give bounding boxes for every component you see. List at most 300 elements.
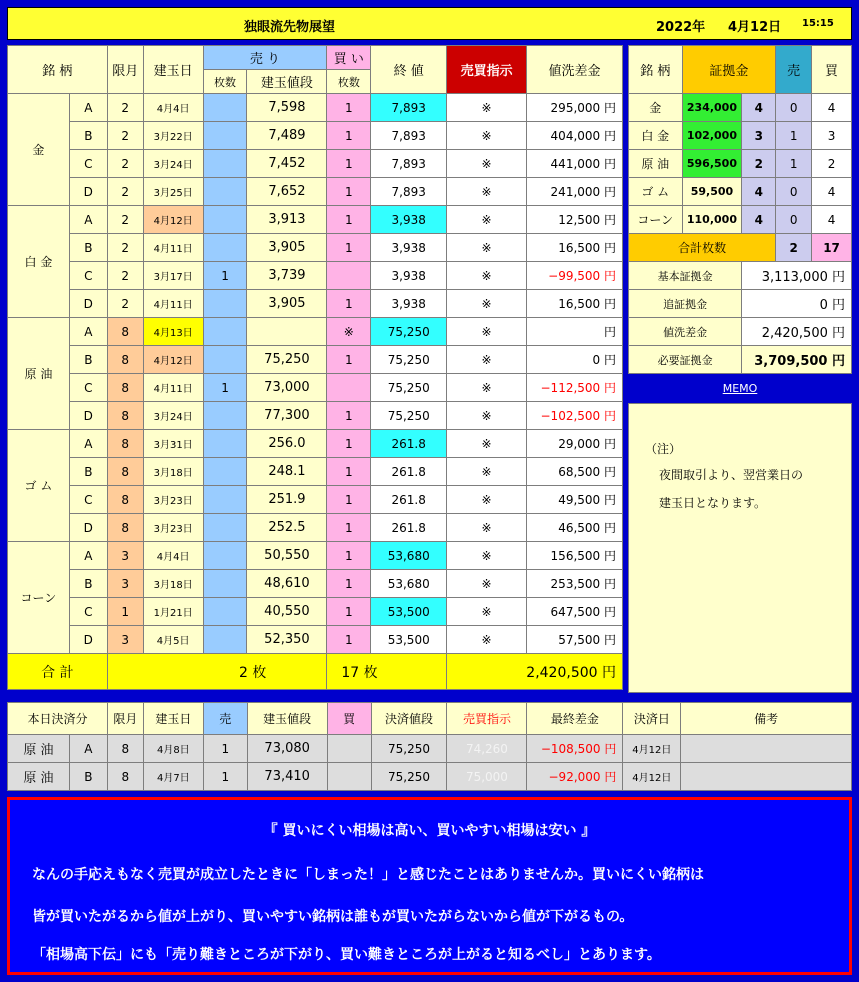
side-buy-count: 4 [812, 206, 852, 234]
settle-signal-price: 75,000 [447, 763, 527, 791]
side-sell-count: 1 [776, 122, 812, 150]
position-row [8, 178, 623, 206]
side-commodity-name: 白 金 [629, 122, 683, 150]
contract-month: 8 [107, 430, 143, 458]
buy-count: 1 [327, 514, 371, 542]
close-price: 261.8 [371, 486, 447, 514]
contract-label: B [69, 570, 107, 598]
memo-link[interactable]: MEMO [628, 382, 852, 400]
summary-label: 値洗差金 [629, 318, 742, 346]
entry-date: 4月12日 [143, 346, 203, 374]
buy-count: 1 [327, 178, 371, 206]
settle-commodity-name: 原 油 [8, 735, 70, 763]
entry-price: 48,610 [247, 570, 327, 598]
entry-date: 4月13日 [143, 318, 203, 346]
contract-label: D [69, 178, 107, 206]
col-header-sell: 売 り [203, 46, 327, 70]
total-sell-count: 2 [238, 664, 248, 681]
buy-count: 1 [327, 542, 371, 570]
settle-note [681, 763, 852, 791]
col-header-month: 限月 [107, 46, 143, 94]
signal-mark: ※ [447, 374, 527, 402]
contract-count: 2 [742, 150, 776, 178]
mark-to-market-diff: 647,500 円 [527, 598, 623, 626]
memo-box [628, 403, 852, 693]
entry-date: 3月23日 [143, 486, 203, 514]
contract-label: D [69, 514, 107, 542]
close-price: 75,250 [371, 346, 447, 374]
entry-price: 248.1 [247, 458, 327, 486]
contract-month: 2 [107, 262, 143, 290]
buy-count: 1 [327, 486, 371, 514]
message-box [7, 797, 852, 975]
sell-count: 1 [203, 262, 247, 290]
entry-price: 252.5 [247, 514, 327, 542]
contract-label: B [69, 458, 107, 486]
mark-to-market-diff: 57,500 円 [527, 626, 623, 654]
signal-mark: ※ [447, 626, 527, 654]
settle-header-buy: 買 [327, 703, 371, 735]
mark-to-market-diff: 46,500 円 [527, 514, 623, 542]
signal-mark: ※ [447, 290, 527, 318]
signal-mark: ※ [447, 430, 527, 458]
contract-month: 8 [107, 346, 143, 374]
entry-date: 4月11日 [143, 374, 203, 402]
close-price: 53,680 [371, 570, 447, 598]
contract-label: A [69, 94, 107, 122]
entry-price: 256.0 [247, 430, 327, 458]
memo-line-1: 夜間取引より、翌営業日の [659, 468, 804, 482]
sell-count [203, 178, 247, 206]
mark-to-market-diff: 156,500 円 [527, 542, 623, 570]
buy-count: 1 [327, 94, 371, 122]
position-row [8, 346, 623, 374]
close-price: 261.8 [371, 514, 447, 542]
margin-amount: 102,000 [682, 122, 742, 150]
signal-mark: ※ [447, 234, 527, 262]
settle-header-settle-date: 決済日 [623, 703, 681, 735]
margin-row [629, 150, 852, 178]
col-header-sell-count: 枚数 [203, 70, 247, 94]
margin-row [629, 94, 852, 122]
contract-month: 3 [107, 542, 143, 570]
total-buy-count: 17 [341, 664, 360, 681]
entry-date: 4月4日 [143, 542, 203, 570]
col-header-entry-price: 建玉値段 [247, 70, 327, 94]
sell-count [203, 318, 247, 346]
close-price: 53,500 [371, 626, 447, 654]
margin-summary-row [629, 262, 852, 290]
margin-summary-table [628, 45, 852, 374]
mark-to-market-diff: −99,500 円 [527, 262, 623, 290]
col-header-signal: 売買指示 [447, 46, 527, 94]
contract-label: A [69, 542, 107, 570]
contract-label: A [69, 318, 107, 346]
position-row [8, 430, 623, 458]
margin-summary-row [629, 346, 852, 374]
position-row [8, 94, 623, 122]
commodity-name: ゴ ム [8, 430, 70, 542]
entry-date: 4月5日 [143, 626, 203, 654]
position-row [8, 262, 623, 290]
position-row [8, 290, 623, 318]
memo-note: （注） [645, 442, 682, 456]
contract-label: C [69, 262, 107, 290]
close-price: 75,250 [371, 402, 447, 430]
position-row [8, 514, 623, 542]
signal-mark: ※ [447, 150, 527, 178]
entry-date: 3月18日 [143, 458, 203, 486]
entry-date: 3月22日 [143, 122, 203, 150]
side-commodity-name: 金 [629, 94, 683, 122]
col-header-close: 終 値 [371, 46, 447, 94]
side-buy-count: 4 [812, 178, 852, 206]
settle-price: 75,250 [371, 763, 447, 791]
close-price: 53,500 [371, 598, 447, 626]
position-row [8, 150, 623, 178]
mark-to-market-diff: 68,500 円 [527, 458, 623, 486]
page-title: 独眼流先物展望 [244, 20, 336, 35]
entry-price: 52,350 [247, 626, 327, 654]
position-row [8, 570, 623, 598]
margin-row [629, 206, 852, 234]
margin-amount: 234,000 [682, 94, 742, 122]
contract-label: B [69, 234, 107, 262]
title-bar [7, 7, 852, 40]
contract-label: A [69, 430, 107, 458]
entry-date: 1月21日 [143, 598, 203, 626]
signal-mark: ※ [447, 122, 527, 150]
side-commodity-name: ゴ ム [629, 178, 683, 206]
settle-entry-price: 73,410 [247, 763, 327, 791]
buy-count: 1 [327, 122, 371, 150]
contract-label: C [69, 598, 107, 626]
header-time: 15:15 [802, 18, 834, 29]
signal-mark: ※ [447, 570, 527, 598]
summary-value: 0 円 [742, 290, 852, 318]
close-price: 75,250 [371, 374, 447, 402]
side-total-label: 合計枚数 [629, 234, 776, 262]
contract-month: 2 [107, 150, 143, 178]
signal-mark: ※ [447, 402, 527, 430]
settle-date: 4月12日 [623, 735, 681, 763]
sell-count [203, 570, 247, 598]
entry-date: 4月11日 [143, 290, 203, 318]
side-sell-count: 1 [776, 150, 812, 178]
position-row [8, 234, 623, 262]
close-price: 3,938 [371, 290, 447, 318]
sell-count [203, 514, 247, 542]
entry-price: 7,652 [247, 178, 327, 206]
entry-date: 3月23日 [143, 514, 203, 542]
mark-to-market-diff: 円 [527, 318, 623, 346]
sell-count [203, 626, 247, 654]
memo-line-2: 建玉日となります。 [659, 496, 767, 510]
contract-month: 8 [107, 514, 143, 542]
close-price: 7,893 [371, 122, 447, 150]
contract-label: B [69, 122, 107, 150]
total-row [8, 654, 623, 690]
side-header-name: 銘 柄 [629, 46, 683, 94]
settle-commodity-name: 原 油 [8, 763, 70, 791]
mark-to-market-diff: 16,500 円 [527, 290, 623, 318]
side-commodity-name: コーン [629, 206, 683, 234]
side-buy-count: 4 [812, 94, 852, 122]
entry-date: 3月24日 [143, 402, 203, 430]
settle-final-diff: −92,000 円 [527, 763, 623, 791]
buy-count [327, 262, 371, 290]
sell-count [203, 234, 247, 262]
signal-mark: ※ [447, 94, 527, 122]
mark-to-market-diff: 404,000 円 [527, 122, 623, 150]
mark-to-market-diff: 253,500 円 [527, 570, 623, 598]
close-price: 53,680 [371, 542, 447, 570]
contract-month: 2 [107, 178, 143, 206]
col-header-buy: 買 い [327, 46, 371, 70]
margin-row [629, 122, 852, 150]
position-row [8, 206, 623, 234]
margin-summary-row [629, 290, 852, 318]
settle-header-settle-price: 決済値段 [371, 703, 447, 735]
entry-price: 75,250 [247, 346, 327, 374]
sell-count [203, 402, 247, 430]
signal-mark: ※ [447, 458, 527, 486]
position-row [8, 626, 623, 654]
margin-summary-row [629, 318, 852, 346]
settle-sell-count: 1 [203, 763, 247, 791]
total-sell-unit: 枚 [252, 664, 267, 681]
margin-row [629, 178, 852, 206]
sell-count [203, 206, 247, 234]
settle-header-month: 限月 [107, 703, 143, 735]
settle-final-diff: −108,500 円 [527, 735, 623, 763]
settle-header-name: 本日決済分 [8, 703, 108, 735]
side-buy-count: 2 [812, 150, 852, 178]
signal-mark: ※ [447, 486, 527, 514]
entry-price: 7,598 [247, 94, 327, 122]
buy-count: ※ [327, 318, 371, 346]
settle-date: 4月12日 [623, 763, 681, 791]
summary-value: 3,709,500 円 [742, 346, 852, 374]
settle-entry-date: 4月8日 [143, 735, 203, 763]
contract-month: 1 [107, 598, 143, 626]
buy-count: 1 [327, 290, 371, 318]
mark-to-market-diff: 241,000 円 [527, 178, 623, 206]
contract-month: 2 [107, 94, 143, 122]
margin-amount: 596,500 [682, 150, 742, 178]
settle-header-entry-date: 建玉日 [143, 703, 203, 735]
col-header-diff: 値洗差金 [527, 46, 623, 94]
contract-month: 8 [107, 374, 143, 402]
contract-month: 2 [107, 122, 143, 150]
summary-label: 追証拠金 [629, 290, 742, 318]
sell-count [203, 122, 247, 150]
settlement-table [7, 702, 852, 791]
contract-month: 2 [107, 234, 143, 262]
entry-price: 50,550 [247, 542, 327, 570]
signal-mark: ※ [447, 542, 527, 570]
contract-month: 8 [107, 402, 143, 430]
position-row [8, 542, 623, 570]
signal-mark: ※ [447, 318, 527, 346]
sell-count [203, 290, 247, 318]
settle-signal-price: 74,260 [447, 735, 527, 763]
entry-date: 3月17日 [143, 262, 203, 290]
entry-date: 4月12日 [143, 206, 203, 234]
settle-price: 75,250 [371, 735, 447, 763]
side-header-buy: 買 [812, 46, 852, 94]
header-date: 4月12日 [728, 20, 782, 35]
buy-count: 1 [327, 598, 371, 626]
total-diff: 2,420,500 円 [447, 654, 623, 690]
entry-price: 77,300 [247, 402, 327, 430]
margin-amount: 110,000 [682, 206, 742, 234]
buy-count: 1 [327, 430, 371, 458]
signal-mark: ※ [447, 598, 527, 626]
sell-count: 1 [203, 374, 247, 402]
mark-to-market-diff: 12,500 円 [527, 206, 623, 234]
mark-to-market-diff: −102,500 円 [527, 402, 623, 430]
contract-count: 4 [742, 206, 776, 234]
settle-header-sell: 売 [203, 703, 247, 735]
mark-to-market-diff: 0 円 [527, 346, 623, 374]
entry-date: 3月31日 [143, 430, 203, 458]
settle-note [681, 735, 852, 763]
signal-mark: ※ [447, 346, 527, 374]
summary-value: 2,420,500 円 [742, 318, 852, 346]
buy-count: 1 [327, 150, 371, 178]
buy-count: 1 [327, 458, 371, 486]
close-price: 7,893 [371, 178, 447, 206]
settlement-row [8, 735, 852, 763]
message-line-2: 皆が買いたがるから値が上がり、買いやすい銘柄は誰もが買いたがらないから値が下がるもの。 [32, 909, 634, 925]
side-commodity-name: 原 油 [629, 150, 683, 178]
entry-price: 3,739 [247, 262, 327, 290]
margin-amount: 59,500 [682, 178, 742, 206]
buy-count: 1 [327, 346, 371, 374]
signal-mark: ※ [447, 262, 527, 290]
contract-label: C [69, 374, 107, 402]
entry-date: 4月11日 [143, 234, 203, 262]
commodity-name: 金 [8, 94, 70, 206]
entry-date: 4月4日 [143, 94, 203, 122]
entry-price [247, 318, 327, 346]
commodity-name: 原 油 [8, 318, 70, 430]
sell-count [203, 542, 247, 570]
contract-label: C [69, 486, 107, 514]
settle-buy-count [327, 735, 371, 763]
entry-date: 3月18日 [143, 570, 203, 598]
contract-month: 2 [107, 206, 143, 234]
commodity-name: 白 金 [8, 206, 70, 318]
side-header-margin: 証拠金 [682, 46, 776, 94]
mark-to-market-diff: 49,500 円 [527, 486, 623, 514]
buy-count [327, 374, 371, 402]
settle-month: 8 [107, 763, 143, 791]
buy-count: 1 [327, 626, 371, 654]
entry-price: 7,452 [247, 150, 327, 178]
side-sell-count: 0 [776, 206, 812, 234]
settle-header-final-diff: 最終差金 [527, 703, 623, 735]
position-row [8, 458, 623, 486]
buy-count: 1 [327, 402, 371, 430]
close-price: 3,938 [371, 206, 447, 234]
close-price: 3,938 [371, 262, 447, 290]
close-price: 3,938 [371, 234, 447, 262]
sell-count [203, 458, 247, 486]
close-price: 7,893 [371, 150, 447, 178]
entry-price: 3,913 [247, 206, 327, 234]
settle-entry-price: 73,080 [247, 735, 327, 763]
mark-to-market-diff: −112,500 円 [527, 374, 623, 402]
mark-to-market-diff: 29,000 円 [527, 430, 623, 458]
contract-month: 3 [107, 626, 143, 654]
col-header-buy-count: 枚数 [327, 70, 371, 94]
header-year: 2022年 [656, 20, 706, 35]
signal-mark: ※ [447, 514, 527, 542]
contract-month: 3 [107, 570, 143, 598]
entry-price: 251.9 [247, 486, 327, 514]
entry-price: 73,000 [247, 374, 327, 402]
signal-mark: ※ [447, 178, 527, 206]
entry-price: 3,905 [247, 234, 327, 262]
contract-month: 8 [107, 486, 143, 514]
total-buy-unit: 枚 [363, 664, 378, 681]
sell-count [203, 486, 247, 514]
side-total-buy: 17 [812, 234, 852, 262]
sell-count [203, 150, 247, 178]
mark-to-market-diff: 295,000 円 [527, 94, 623, 122]
contract-count: 3 [742, 122, 776, 150]
contract-label: D [69, 402, 107, 430]
close-price: 261.8 [371, 458, 447, 486]
buy-count: 1 [327, 206, 371, 234]
col-header-name: 銘 柄 [8, 46, 108, 94]
total-label: 合 計 [8, 654, 108, 690]
signal-mark: ※ [447, 206, 527, 234]
settle-month: 8 [107, 735, 143, 763]
entry-date: 3月24日 [143, 150, 203, 178]
buy-count: 1 [327, 570, 371, 598]
settle-contract-label: B [69, 763, 107, 791]
sell-count [203, 94, 247, 122]
settle-sell-count: 1 [203, 735, 247, 763]
positions-table [7, 45, 623, 690]
message-line-3: 「相場高下伝」にも「売り難きところが下がり、買い難きところが上がると知るべし」とあります。 [32, 947, 661, 963]
position-row [8, 122, 623, 150]
contract-label: C [69, 150, 107, 178]
sell-count [203, 598, 247, 626]
contract-label: D [69, 290, 107, 318]
mark-to-market-diff: 441,000 円 [527, 150, 623, 178]
position-row [8, 318, 623, 346]
entry-price: 3,905 [247, 290, 327, 318]
settlement-row [8, 763, 852, 791]
summary-label: 基本証拠金 [629, 262, 742, 290]
message-line-1: なんの手応えもなく売買が成立したときに「しまった！」と感じたことはありませんか。買いにくい銘柄は [32, 867, 704, 883]
mark-to-market-diff: 16,500 円 [527, 234, 623, 262]
contract-month: 8 [107, 318, 143, 346]
side-header-sell: 売 [776, 46, 812, 94]
settle-contract-label: A [69, 735, 107, 763]
summary-label: 必要証拠金 [629, 346, 742, 374]
settle-header-signal: 売買指示 [447, 703, 527, 735]
sell-count [203, 430, 247, 458]
contract-label: D [69, 626, 107, 654]
settle-entry-date: 4月7日 [143, 763, 203, 791]
position-row [8, 486, 623, 514]
position-row [8, 598, 623, 626]
